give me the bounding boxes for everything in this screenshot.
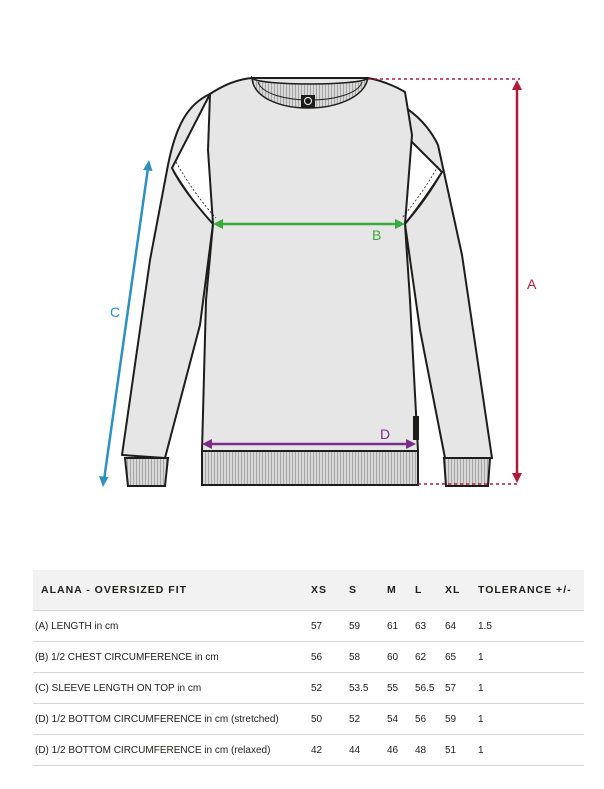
column-header-m: M bbox=[387, 570, 415, 611]
column-header-xl: XL bbox=[445, 570, 478, 611]
cell-tolerance: 1 bbox=[478, 673, 584, 704]
cell-xs: 52 bbox=[311, 673, 349, 704]
sweatshirt-illustration bbox=[122, 78, 492, 486]
cell-xl: 57 bbox=[445, 673, 478, 704]
column-header-tolerance: TOLERANCE +/- bbox=[478, 570, 584, 611]
table-row bbox=[33, 735, 584, 766]
table-row bbox=[33, 704, 584, 735]
label-d: D bbox=[380, 426, 391, 442]
cell-l: 62 bbox=[415, 642, 445, 673]
row-label: (D) 1/2 BOTTOM CIRCUMFERENCE in cm (stretched) bbox=[33, 704, 311, 735]
cell-tolerance: 1 bbox=[478, 735, 584, 766]
cell-m: 54 bbox=[387, 704, 415, 735]
cell-l: 48 bbox=[415, 735, 445, 766]
cell-xl: 65 bbox=[445, 642, 478, 673]
cell-m: 55 bbox=[387, 673, 415, 704]
cell-tolerance: 1 bbox=[478, 642, 584, 673]
row-label: (B) 1/2 CHEST CIRCUMFERENCE in cm bbox=[33, 642, 311, 673]
waistband bbox=[202, 451, 418, 485]
cell-s: 44 bbox=[349, 735, 387, 766]
cell-m: 60 bbox=[387, 642, 415, 673]
cell-xl: 59 bbox=[445, 704, 478, 735]
label-a: A bbox=[527, 276, 537, 292]
cell-s: 59 bbox=[349, 611, 387, 642]
right-cuff bbox=[444, 458, 490, 486]
row-label: (A) LENGTH in cm bbox=[33, 611, 311, 642]
cell-tolerance: 1.5 bbox=[478, 611, 584, 642]
table-row bbox=[33, 611, 584, 642]
row-label: (C) SLEEVE LENGTH ON TOP in cm bbox=[33, 673, 311, 704]
label-c: C bbox=[110, 304, 121, 320]
cell-xs: 56 bbox=[311, 642, 349, 673]
table-row bbox=[33, 642, 584, 673]
column-header-xs: XS bbox=[311, 570, 349, 611]
cell-xl: 51 bbox=[445, 735, 478, 766]
cell-m: 46 bbox=[387, 735, 415, 766]
sweatshirt-body bbox=[202, 78, 418, 451]
cell-s: 58 bbox=[349, 642, 387, 673]
cell-xs: 57 bbox=[311, 611, 349, 642]
cell-xs: 42 bbox=[311, 735, 349, 766]
table-row bbox=[33, 673, 584, 704]
cell-tolerance: 1 bbox=[478, 704, 584, 735]
cell-l: 56.5 bbox=[415, 673, 445, 704]
left-sleeve bbox=[122, 94, 213, 458]
cell-s: 53.5 bbox=[349, 673, 387, 704]
cell-xl: 64 bbox=[445, 611, 478, 642]
size-chart-table bbox=[33, 570, 584, 766]
neck-label bbox=[301, 95, 315, 108]
left-cuff bbox=[125, 458, 168, 486]
column-header-l: L bbox=[415, 570, 445, 611]
table-title: ALANA - OVERSIZED FIT bbox=[33, 570, 311, 611]
column-header-s: S bbox=[349, 570, 387, 611]
cell-l: 63 bbox=[415, 611, 445, 642]
table-header-row bbox=[33, 570, 584, 611]
cell-xs: 50 bbox=[311, 704, 349, 735]
cell-m: 61 bbox=[387, 611, 415, 642]
cell-l: 56 bbox=[415, 704, 445, 735]
side-label bbox=[413, 416, 419, 440]
cell-s: 52 bbox=[349, 704, 387, 735]
row-label: (D) 1/2 BOTTOM CIRCUMFERENCE in cm (relaxed) bbox=[33, 735, 311, 766]
label-b: B bbox=[372, 227, 382, 243]
